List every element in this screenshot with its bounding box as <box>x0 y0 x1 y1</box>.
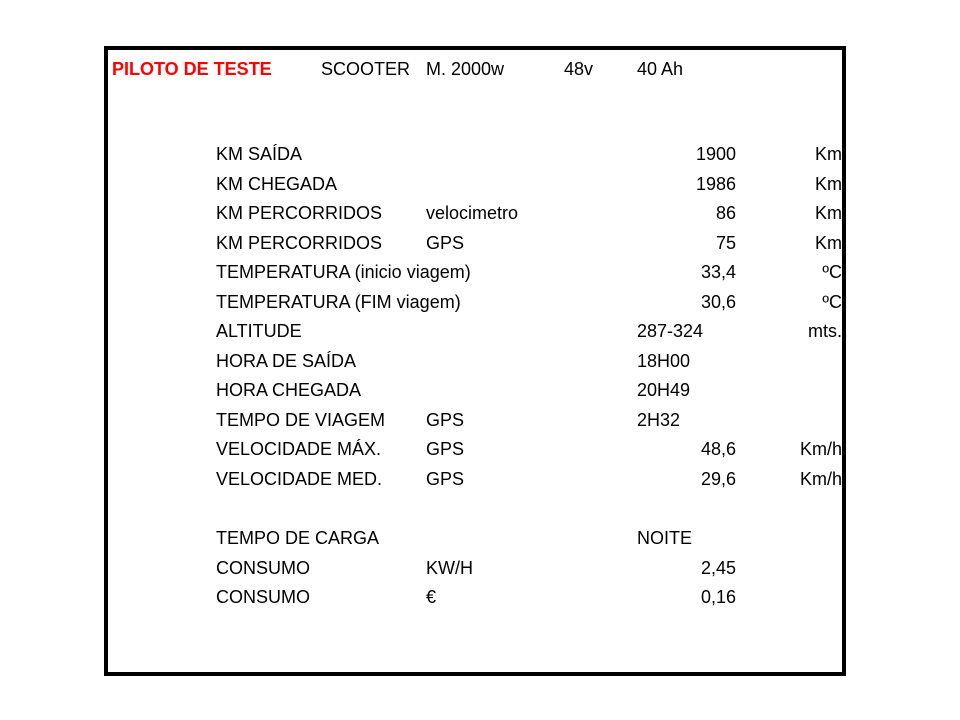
table-row <box>108 287 842 317</box>
row-value: 1986 <box>695 174 736 194</box>
row-value: 1900 <box>695 144 736 164</box>
table-row <box>108 228 842 258</box>
vehicle-type: SCOOTER <box>321 59 411 79</box>
table-row <box>108 316 842 346</box>
table-row <box>108 582 842 612</box>
row-unit: ºC <box>822 262 842 282</box>
table-row <box>108 464 842 494</box>
row-value: 0,16 <box>700 587 736 607</box>
row-label: TEMPERATURA (inicio viagem) <box>216 262 471 282</box>
row-value: 86 <box>715 203 736 223</box>
row-label: TEMPERATURA (FIM viagem) <box>216 292 461 312</box>
row-label: TEMPO DE VIAGEM <box>216 410 386 430</box>
row-unit: Km <box>815 233 842 253</box>
table-row <box>108 434 842 464</box>
row-value: 30,6 <box>700 292 736 312</box>
document-title: PILOTO DE TESTE <box>112 59 272 79</box>
motor-power: M. 2000w <box>426 59 505 79</box>
row-text-value: 287-324 <box>637 321 704 341</box>
row-label: HORA CHEGADA <box>216 380 362 400</box>
row-label: ALTITUDE <box>216 321 302 341</box>
row-qualifier: velocimetro <box>426 203 519 223</box>
row-label: CONSUMO <box>216 558 310 578</box>
row-label: VELOCIDADE MÁX. <box>216 439 382 459</box>
row-label: CONSUMO <box>216 587 310 607</box>
table-row <box>108 523 842 553</box>
row-unit: ºC <box>822 292 842 312</box>
row-value: 2,45 <box>700 558 736 578</box>
battery-voltage: 48v <box>564 59 594 79</box>
row-unit: Km <box>815 144 842 164</box>
row-label: KM SAÍDA <box>216 144 303 164</box>
row-value: 75 <box>715 233 736 253</box>
table-row <box>108 375 842 405</box>
row-qualifier: GPS <box>426 469 465 489</box>
row-text-value: 2H32 <box>637 410 681 430</box>
table-row <box>108 346 842 376</box>
row-qualifier: GPS <box>426 233 465 253</box>
row-value: 48,6 <box>700 439 736 459</box>
table-row <box>108 257 842 287</box>
table-row <box>108 198 842 228</box>
row-unit: Km/h <box>799 469 842 489</box>
row-unit: Km/h <box>799 439 842 459</box>
row-text-value: 18H00 <box>637 351 691 371</box>
row-unit: Km <box>815 203 842 223</box>
row-label: KM PERCORRIDOS <box>216 233 383 253</box>
row-unit: mts. <box>808 321 842 341</box>
row-label: VELOCIDADE MED. <box>216 469 383 489</box>
table-row <box>108 405 842 435</box>
row-value: 29,6 <box>700 469 736 489</box>
row-qualifier: GPS <box>426 439 465 459</box>
table-row <box>108 139 842 169</box>
table-row <box>108 169 842 199</box>
row-value: 33,4 <box>700 262 736 282</box>
battery-capacity: 40 Ah <box>637 59 684 79</box>
row-qualifier: KW/H <box>426 558 473 578</box>
document-frame <box>104 46 846 676</box>
row-unit: Km <box>815 174 842 194</box>
row-label: KM CHEGADA <box>216 174 338 194</box>
row-label: TEMPO DE CARGA <box>216 528 380 548</box>
table-row <box>108 553 842 583</box>
row-qualifier: GPS <box>426 410 465 430</box>
row-qualifier: € <box>426 587 437 607</box>
row-label: HORA DE SAÍDA <box>216 351 357 371</box>
row-text-value: NOITE <box>637 528 693 548</box>
row-label: KM PERCORRIDOS <box>216 203 383 223</box>
row-text-value: 20H49 <box>637 380 691 400</box>
